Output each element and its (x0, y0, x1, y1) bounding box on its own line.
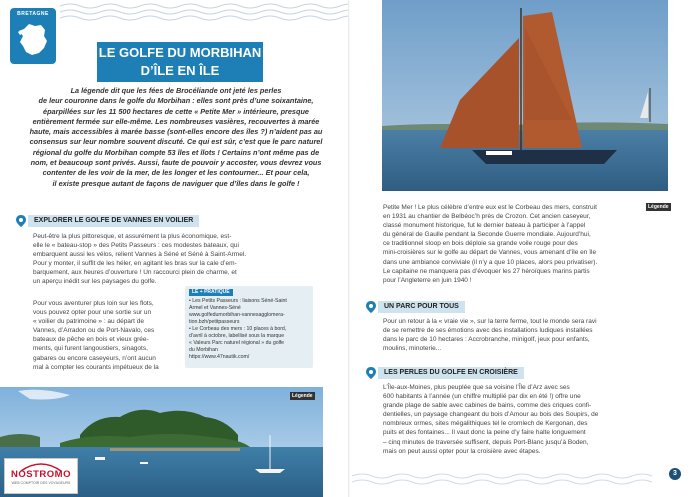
intro-line: régional du golfe du Morbihan compte 53 îles et îlots ! Certains n’ont même pas de (32, 147, 320, 157)
text-line: 600 habitants à l’année (un chiffre multiplié par dix en été !) offre une (383, 393, 581, 401)
practical-line: www.golfedumorbihan-vannesagglomera- (189, 312, 285, 318)
parc-paragraph (383, 317, 645, 353)
text-line: dans une ambiance conviviale (il n’y a que 10 places, alors peu privatiser). (383, 258, 598, 266)
logo-name: NOSTROMO (11, 469, 71, 480)
intro-paragraph (18, 86, 334, 189)
section-heading-text: UN PARC POUR TOUS (378, 301, 465, 313)
croisiere-paragraph (383, 383, 645, 456)
text-line: barquement, aux heures d’ouverture ! Un raccourci plein de charme, et (33, 269, 237, 277)
practical-line: Armel et Vannes-Séné (189, 305, 241, 311)
intro-line: contenter de les voir de la mer, de les longer et les contourner... Et pour cela, (42, 168, 310, 178)
intro-line: éparpillées sur les 11 500 hectares de cette « Petite Mer » intérieure, presque (43, 106, 309, 116)
badge-region-label: BRETAGNE (17, 11, 49, 17)
wave-decoration (60, 0, 350, 22)
photo-caption-left: Légende (292, 393, 313, 399)
text-line: vous pouvez opter pour une sortie sur un (33, 309, 152, 317)
map-pin-icon (366, 301, 376, 313)
section1-paragraph1 (33, 232, 287, 287)
intro-line: entièrement fermée sur elle-même. Les nombreuses vasières, recouvertes à marée (32, 116, 320, 126)
text-line: Petite Mer ! Le plus célèbre d’entre eux est le Corbeau des mers, construit (383, 204, 597, 211)
intro-line: consensus sur leur nombre souvent discuté. Ce qui est sûr, c’est que le parc naturel (29, 137, 323, 147)
text-line: mini-croisières sur le golfe au départ de Vannes, vous amenant d’île en île (383, 249, 597, 257)
intro-line: La légende dit que les fées de Brocéliande ont jeté les perles (70, 86, 282, 95)
practical-line: • Le Corbeau des mers : 10 places à bord, (189, 326, 287, 332)
nostromo-logo (4, 458, 78, 494)
text-line: de se remettre de ses émotions avec des installations ludiques installées (383, 327, 593, 335)
practical-line: d’avril à octobre, labellisé sous la marque (189, 333, 285, 339)
text-line: pour l’Angleterre en juin 1940 ! (383, 276, 472, 284)
text-line: « voilier du patrimoine » : au départ de (33, 318, 144, 326)
section-heading-text: LES PERLES DU GOLFE EN CROISIÈRE (378, 367, 524, 379)
practical-line: tion.bzh/petitpasseurs (189, 319, 240, 325)
title-line-2: D’ÎLE EN ÎLE (140, 63, 220, 78)
intro-line: nom, et beaucoup sont privés. Aussi, faute de pouvoir y accoster, vous devrez vous (30, 158, 322, 168)
france-map-icon (17, 22, 49, 58)
text-line: dans le parc de 10 hectares : Accrobranche, minigolf, jeux pour enfants, (383, 336, 590, 344)
text-line: en 1931 au chantier de Belbéoc’h près de Crozon. Cet ancien caseyeur, (383, 213, 591, 221)
text-line: – cinq minutes de traversée suffisent, depuis Port-Blanc jusqu’à Boden, (383, 438, 589, 446)
practical-line: « Valeurs Parc naturel régional » du golfe (189, 340, 285, 346)
text-line: classé monument historique, fut le dernier bateau à participer à l’appel (383, 222, 586, 230)
text-line: ce traditionnel sloop en bois déploie sa grande voile rouge pour des (383, 240, 578, 248)
globe-arc-icon (19, 461, 63, 471)
practical-tag: LE + PRATIQUE (189, 289, 233, 296)
text-line: puits et des fontaines... Il vaut donc la peine d’y faire halte longuement (383, 429, 586, 437)
page-title (97, 42, 263, 82)
text-line: Pour vous aventurer plus loin sur les flots, (33, 300, 154, 307)
section-heading-text: EXPLORER LE GOLFE DE VANNES EN VOILIER (28, 215, 199, 227)
map-pin-icon (366, 367, 376, 379)
section1-paragraph2 (33, 299, 179, 372)
intro-line: haute, mais accessibles à marée basse (sont-elles encore des îles ?) n’aident pas au (29, 127, 323, 137)
sailboat-photo (382, 0, 668, 191)
text-line: nombreux ormes, sites mégalithiques tel le cromlech de Kergonan, des (383, 420, 588, 428)
practical-line: • Les Petits Passeurs : liaisons Séné-Saint (189, 298, 287, 304)
text-line: mais on peut aussi opter pour la croisière avec étapes. (383, 447, 541, 455)
practical-info-box (185, 286, 313, 368)
text-line: Le capitaine ne manquera pas d’évoquer les 27 héroïques marins partis (383, 267, 590, 275)
title-line-1: LE GOLFE DU MORBIHAN (98, 45, 262, 60)
text-line: Pour un retour à la « vraie vie », sur la terre ferme, tout le monde sera ravi (383, 318, 597, 325)
text-line: embarquent aussi les vélos, relient Vannes à Séné et Séné à Saint-Armel. (33, 251, 247, 259)
wave-decoration (352, 470, 652, 488)
text-line: ments, qui furent langoustiers, sinagots, (33, 345, 148, 353)
text-line: Pour y monter, il suffit de les héler, en agitant les bras sur la cale d’em- (33, 260, 237, 268)
text-line: moulins, minoterie... (383, 345, 442, 353)
photo-caption-right: Légende (648, 204, 669, 210)
practical-link[interactable]: https://www.47nautik.com/ (189, 354, 250, 360)
text-line: du général de Gaulle pendant la Seconde Guerre mondiale. Aujourd’hui, (383, 231, 591, 239)
corbeau-paragraph (383, 203, 645, 285)
text-line: dentielles, un paysage changeant du bois d’Amour au bois des Soupirs, de (383, 411, 599, 419)
text-line: elle le « bateau-stop » des Petits Passeurs : ces modestes bateaux, qui (33, 242, 239, 250)
map-pin-icon (16, 215, 26, 227)
logo-subtitle: WEB COMPTOIR DES VOYAGEURS (11, 481, 71, 485)
text-line: L’Île-aux-Moines, plus peuplée que sa voisine l’Île d’Arz avec ses (383, 384, 570, 391)
page-number: 3 (669, 468, 681, 480)
practical-line: du Morbihan (189, 347, 218, 353)
text-line: gabares ou encore caseyeurs, n’ont aucun (33, 354, 156, 362)
text-line: grande plage de sable avec cabines de bains, comme des criques confi- (383, 402, 592, 410)
text-line: un aperçu inédit sur les paysages du golfe. (33, 278, 157, 286)
text-line: Peut-être la plus pittoresque, et assurément la plus économique, est- (33, 233, 232, 240)
intro-line: de leur couronne dans le golfe du Morbihan : elles sont près d’une soixantaine, (38, 96, 314, 106)
text-line: bateaux de pêche en bois et vieux grée- (33, 336, 149, 344)
text-line: mal à compter les courants impétueux de la (33, 363, 159, 371)
region-badge (10, 8, 56, 64)
intro-line: il existe presque autant de façons de naviguer que d’îles dans le golfe ! (52, 178, 300, 188)
text-line: Vannes, d’Arradon ou de Port-Navalo, ces (33, 327, 155, 335)
